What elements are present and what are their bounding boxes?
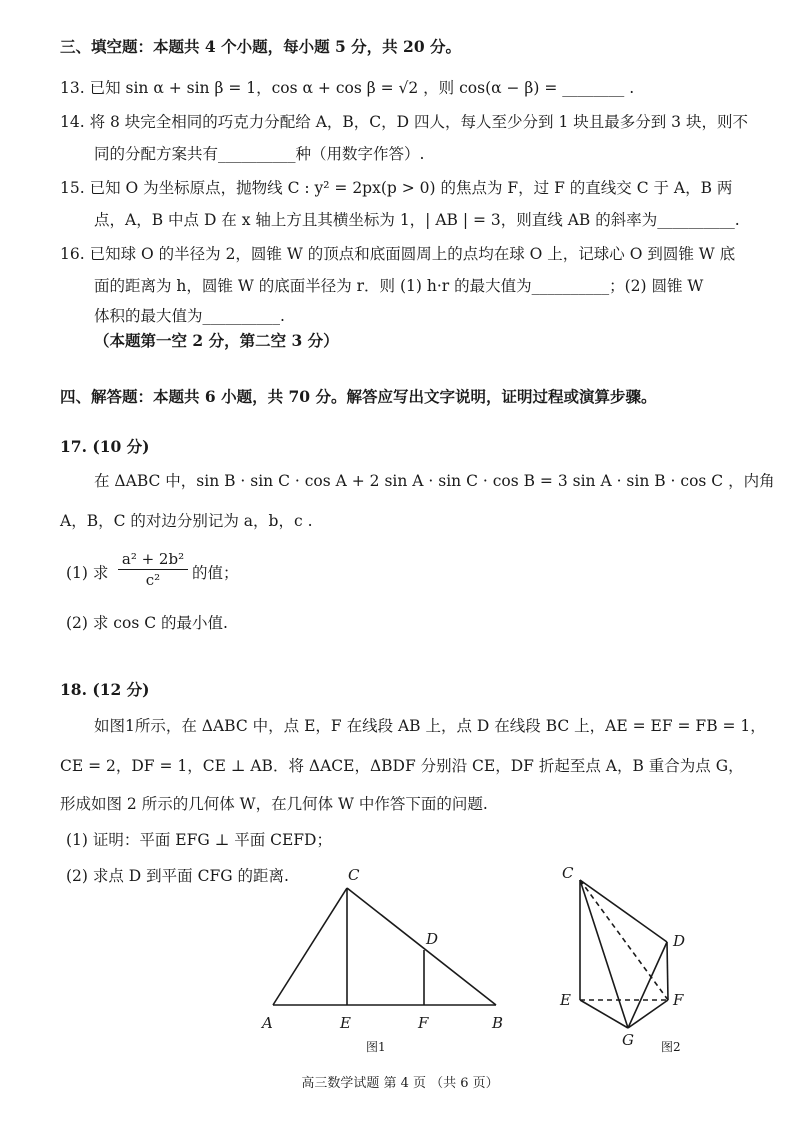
section3-title: 三、填空题：本题共 4 个小题，每小题 5 分，共 20 分。 <box>60 37 462 56</box>
figure2 <box>580 880 668 1028</box>
question-17-line1: 在 ΔABC 中，sin B · sin C · cos A + 2 sin A · sin C · cos B = 3 sin A · sin B · cos C ，内角 <box>94 472 775 490</box>
fig1-label-E: E <box>340 1014 351 1032</box>
fig2-label-C: C <box>562 864 574 882</box>
fig1-label-B: B <box>492 1014 504 1032</box>
fig1-segment-AC <box>273 888 347 1005</box>
question-14-line1: 14. 将 8 块完全相同的巧克力分配给 A，B，C，D 四人，每人至少分到 1 块且最多分到 3 块，则不 <box>60 113 748 131</box>
fig1-label-F: F <box>418 1014 429 1032</box>
fig2-segment-CD <box>580 880 667 942</box>
question-17-header: 17. (10 分) <box>60 437 150 456</box>
question-16-line2: 面的距离为 h，圆锥 W 的底面半径为 r．则 (1) h·r 的最大值为__________；(2) 圆锥 W <box>94 277 704 295</box>
question-17-part1-prefix: (1) 求 <box>66 564 109 582</box>
question-18-part1: (1) 证明：平面 EFG ⊥ 平面 CEFD； <box>66 831 332 849</box>
question-14-line2: 同的分配方案共有__________种（用数字作答）. <box>94 145 425 163</box>
fig1-caption: 图1 <box>366 1040 386 1054</box>
section4-title: 四、解答题：本题共 6 小题，共 70 分。解答应写出文字说明，证明过程或演算步骤。 <box>60 387 657 406</box>
fig2-label-G: G <box>622 1031 634 1049</box>
fig2-segment-CF-dashed <box>580 880 668 1000</box>
question-18-line1: 如图1所示，在 ΔABC 中，点 E，F 在线段 AB 上，点 D 在线段 BC 上，AE = EF = FB = 1， <box>94 717 766 735</box>
figure1 <box>273 888 496 1005</box>
page-footer: 高三数学试题 第 4 页 （共 6 页） <box>301 1076 499 1091</box>
fig2-label-D: D <box>673 932 686 950</box>
fig2-label-E: E <box>560 991 571 1009</box>
fraction-numerator: a² + 2b² <box>118 550 188 570</box>
fig1-label-A: A <box>262 1014 273 1032</box>
question-16-note: （本题第一空 2 分，第二空 3 分） <box>94 331 339 350</box>
question-17-line2: A，B，C 的对边分别记为 a，b，c . <box>60 512 313 530</box>
fraction-denominator: c² <box>145 571 161 589</box>
question-18-line2: CE = 2，DF = 1，CE ⊥ AB．将 ΔACE，ΔBDF 分别沿 CE，DF 折起至点 A，B 重合为点 G， <box>60 757 744 775</box>
question-16-line3: 体积的最大值为__________. <box>94 307 285 325</box>
question-18-part2: (2) 求点 D 到平面 CFG 的距离. <box>66 867 289 885</box>
question-13: 13. 已知 sin α + sin β = 1，cos α + cos β = √2 ，则 cos(α − β) = ________ . <box>60 79 635 97</box>
question-17-part2: (2) 求 cos C 的最小值. <box>66 614 228 632</box>
fig2-label-F: F <box>673 991 684 1009</box>
question-17-part1-suffix: 的值； <box>192 564 239 582</box>
fig1-label-C: C <box>348 866 360 884</box>
question-15-line2: 点，A，B 中点 D 在 x 轴上方且其横坐标为 1，| AB | = 3，则直线 AB 的斜率为__________. <box>94 211 740 229</box>
fig2-segment-CG <box>580 880 628 1028</box>
question-18-line3: 形成如图 2 所示的几何体 W，在几何体 W 中作答下面的问题. <box>60 795 488 813</box>
fig1-segment-CB <box>347 888 496 1005</box>
fig2-caption: 图2 <box>661 1040 681 1054</box>
fig1-label-D: D <box>426 930 439 948</box>
question-15-line1: 15. 已知 O 为坐标原点，抛物线 C : y² = 2px(p > 0) 的焦点为 F，过 F 的直线交 C 于 A，B 两 <box>60 179 733 197</box>
question-18-header: 18. (12 分) <box>60 680 150 699</box>
fig2-segment-DF <box>667 942 668 1000</box>
question-16-line1: 16. 已知球 O 的半径为 2，圆锥 W 的顶点和底面圆周上的点均在球 O 上，记球心 O 到圆锥 W 底 <box>60 245 736 263</box>
